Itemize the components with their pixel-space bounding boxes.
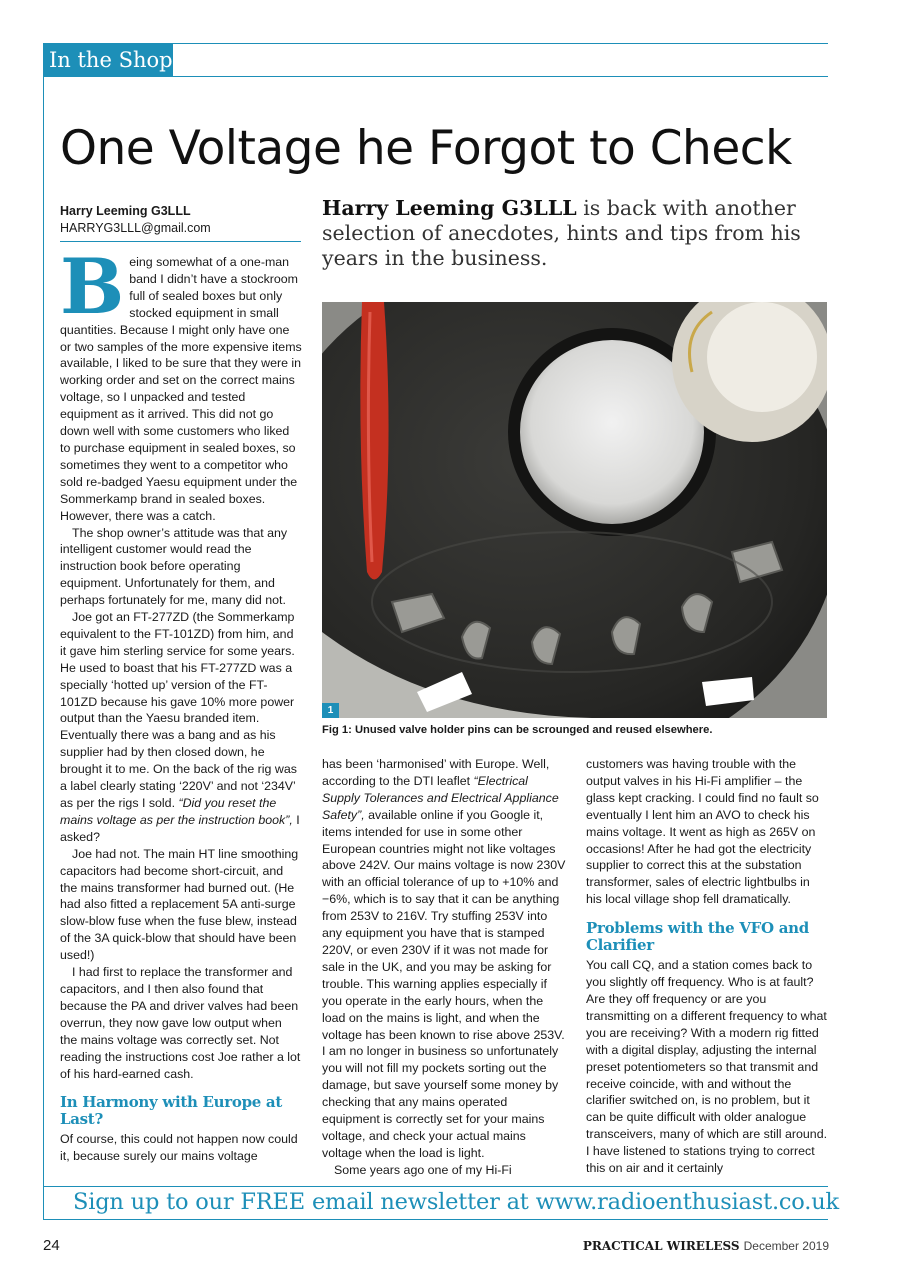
magazine-name: PRACTICAL WIRELESS xyxy=(582,1239,740,1253)
section-tab: In the Shop xyxy=(43,44,173,76)
page-number: 24 xyxy=(43,1237,60,1254)
column-3 xyxy=(586,756,828,1177)
paragraph: Of course, this could not happen now could it, because surely our mains voltage xyxy=(60,1132,298,1164)
paragraph: You call CQ, and a station comes back to you slightly off frequency. Who is at fault? Are they off frequency or are you transmitting on a different frequency to what you are receiving? With a modern rig fitted with a digital display, adjusting the internal preset potentiometers so that transmit and receive coincide, with and without the clarifier switched on, is no problem, but it can be quite difficult with older analogue transceivers, many of which are still around. I have listened to stations trying to correct this on air and it certainly xyxy=(586,958,828,1176)
paragraph-text: available online if you Google it, items intended for use in some other European countries might not like voltages above 242V. Our mains voltage is now 230V with an official tolerance of up to +10% and −6%, which is to say that it can be anything from 253V to 216V. Try stuffing 253V into any equipment you have that is stamped 220V, or even 230V if it was not made for sale in the UK, and you may be asking for trouble. This warning applies especially if you operate in the early hours, when the load on the mains is light, and when the voltage has been known to rise above 253V. I am no longer in business so unfortunately you will not fill my pockets sorting out the damage, but save yourself some money by checking that any mains operated equipment is correctly set for your mains voltage, and check your actual mains voltage when the load is light. xyxy=(322,807,566,1160)
valve-holder-illustration xyxy=(322,302,827,718)
drop-cap: B xyxy=(60,242,125,331)
standfirst-author: Harry Leeming G3LLL xyxy=(322,196,577,220)
footer-bottom-rule xyxy=(43,1219,828,1220)
article-title: One Voltage he Forgot to Check xyxy=(60,121,792,176)
issue-date: December 2019 xyxy=(743,1239,829,1253)
paragraph-text: Joe got an FT-277ZD (the Sommerkamp equivalent to the FT-101ZD) from him, and it gave him sterling service for some years. He used to boast that his FT-277ZD was a specially ‘hotted up’ version of the FT-101ZD because his gave 10% more power output than the Yaesu branded item. Eventually there was a bang and as his supplier had by then closed down, he brought it to me. On the back of the rig was a label clearly stating ‘220V’ and not ‘234V’ as per the rigs I sold. xyxy=(60,610,297,810)
paragraph: customers was having trouble with the output valves in his Hi-Fi amplifier – the glass kept cracking. I could find no fault so eventually I lent him an AVO to check his mains voltage. It went as high as 265V on occasions! After he had got the electricity supplier to correct this at the substation transformer, sales of electric lightbulbs in his local village shop fell dramatically. xyxy=(586,757,819,907)
paragraph xyxy=(322,756,566,1162)
standfirst xyxy=(322,196,802,271)
author-email[interactable]: HARRYG3LLL@gmail.com xyxy=(60,221,211,235)
paragraph xyxy=(60,242,302,525)
valve-holder-photo xyxy=(322,302,827,718)
paragraph-text: eing somewhat of a one-man band I didn’t have a stockroom full of sealed boxes but only stocked equipment in small quantities. Because I might only have one or two samples of the more expensive items available, I liked to be sure that they were in working order and set on the correct mains voltage, so I unpacked and tested equipment as it arrived. This did not go down well with some customers who liked to purchase equipment in sealed boxes, so sometimes they went to a competitor who sold re-badged Yaesu equipment under the Sommerkamp brand in sealed boxes. However, there was a catch. xyxy=(60,255,302,523)
footer-top-rule xyxy=(43,1186,828,1187)
quote-text: “Did you reset the mains voltage as per the instruction book”, xyxy=(60,796,293,827)
subheading: Problems with the VFO and Clarifier xyxy=(586,919,809,955)
figure-caption: Fig 1: Unused valve holder pins can be scrounged and reused elsewhere. xyxy=(322,724,713,736)
quote-text: “Electrical Supply Tolerances and Electrical Appliance Safety”, xyxy=(322,773,559,822)
left-frame-rule xyxy=(43,43,44,1220)
paragraph xyxy=(60,609,302,846)
column-2 xyxy=(322,756,566,1179)
paragraph: The shop owner’s attitude was that any intelligent customer would read the instruction book before operating equipment. Unfortunately for them, and perhaps fortunately for me, many did not. xyxy=(60,525,288,608)
subheading: In Harmony with Europe at Last? xyxy=(60,1093,282,1129)
paragraph-text: I asked? xyxy=(60,812,300,844)
author-name: Harry Leeming G3LLL xyxy=(60,204,191,218)
paragraph-text: has been ‘harmonised’ with Europe. Well, according to the DTI leaflet xyxy=(322,757,550,788)
header-rule xyxy=(43,76,828,77)
standfirst-text: is back with another selection of anecdotes, hints and tips from his years in the business. xyxy=(322,196,801,270)
figure-number: 1 xyxy=(322,703,339,718)
column-1 xyxy=(60,242,302,1165)
paragraph: I had first to replace the transformer and capacitors, and I then also found that because the PA and driver valves had been overrun, they now gave low output when the mains voltage was correctly set. Not reading the instructions cost Joe rather a lot of his hard-earned cash. xyxy=(60,965,301,1081)
footer-masthead xyxy=(583,1239,829,1253)
newsletter-signup-link[interactable]: Sign up to our FREE email newsletter at www.radioenthusiast.co.uk xyxy=(73,1189,839,1215)
paragraph: Some years ago one of my Hi-Fi xyxy=(334,1162,512,1177)
paragraph: Joe had not. The main HT line smoothing capacitors had become short-circuit, and the mains transformer had burned out. (He had also fitted a replacement 5A anti-surge slow-blow fuse when the fuse blew, instead of the 3A quick-blow that should have been used!) xyxy=(60,846,299,963)
